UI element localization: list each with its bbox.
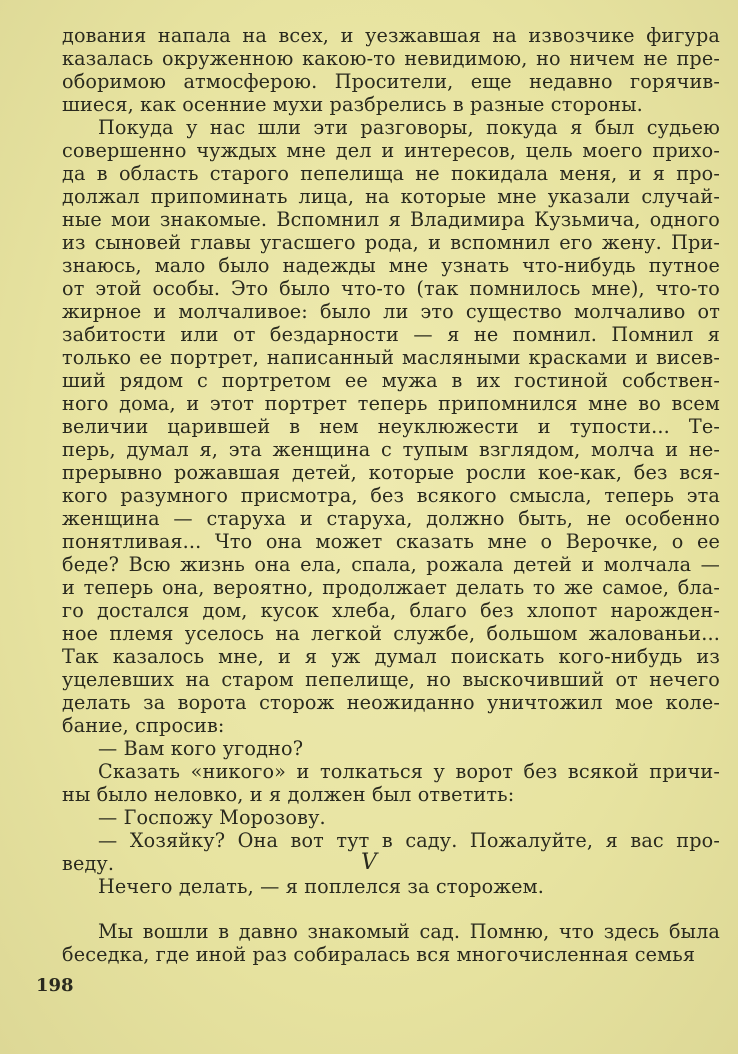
text-line: из сыновей главы угасшего рода, и вспомнил его жену. При- <box>62 231 720 254</box>
text-line: знаюсь, мало было надежды мне узнать что-нибудь путное <box>62 254 720 277</box>
text-line: шиеся, как осенние мухи разбрелись в разные стороны. <box>62 93 643 116</box>
text-line: дования напала на всех, и уезжавшая на извозчике фигура <box>62 24 720 47</box>
text-line: веду. <box>62 852 115 875</box>
text-line: жирное и молчаливое: было ли это существо молчаливо от <box>62 300 720 323</box>
text-line: перь, думал я, эта женщина с тупым взглядом, молча и не- <box>62 438 720 461</box>
text-line: кого разумного присмотра, без всякого смысла, теперь эта <box>62 484 720 507</box>
page-text-bottom <box>62 920 720 966</box>
text-line: беседка, где иной раз собиралась вся многочисленная семья <box>62 943 696 966</box>
text-line: ные мои знакомые. Вспомнил я Владимира Кузьмича, одного <box>62 208 720 231</box>
text-line: Так казалось мне, и я уж думал поискать кого-нибудь из <box>62 645 720 668</box>
text-line: и теперь она, вероятно, продолжает делать то же самое, бла- <box>62 576 720 599</box>
text-line: — Госпожу Морозову. <box>98 806 326 829</box>
text-line: от этой особы. Это было что-то (так помнилось мне), что-то <box>62 277 720 300</box>
text-line: — Хозяйку? Она вот тут в саду. Пожалуйте, я вас про- <box>98 829 720 852</box>
text-line: Сказать «никого» и толкаться у ворот без всякой причи- <box>98 760 720 783</box>
text-line: должал припоминать лица, на которые мне указали случай- <box>62 185 720 208</box>
text-line: Мы вошли в давно знакомый сад. Помню, что здесь была <box>98 920 720 943</box>
text-line: ший рядом с портретом ее мужа в их гостиной собствен- <box>62 369 720 392</box>
text-line: делать за ворота сторож неожиданно уничтожил мое коле- <box>62 691 720 714</box>
text-line: бание, спросив: <box>62 714 225 737</box>
text-line: Покуда у нас шли эти разговоры, покуда я был судьею <box>98 116 720 139</box>
text-line: только ее портрет, написанный масляными красками и висев- <box>62 346 720 369</box>
text-line: совершенно чуждых мне дел и интересов, цель моего прихо- <box>62 139 720 162</box>
text-line: го достался дом, кусок хлеба, благо без хлопот нарожден- <box>62 599 720 622</box>
text-line: уцелевших на старом пепелище, но выскочивший от нечего <box>62 668 720 691</box>
text-line: — Вам кого угодно? <box>98 737 304 760</box>
text-line: прерывно рожавшая детей, которые росли кое-как, без вся- <box>62 461 720 484</box>
page-text-top <box>62 24 720 898</box>
text-line: казалась окруженною какою-то невидимою, но ничем не пре- <box>62 47 720 70</box>
text-line: ны было неловко, и я должен был ответить: <box>62 783 515 806</box>
text-line: ное племя уселось на легкой службе, большом жалованьи... <box>62 622 720 645</box>
text-line: понятливая... Что она может сказать мне о Верочке, о ее <box>62 530 720 553</box>
text-line: да в область старого пепелища не покидала меня, и я про- <box>62 162 720 185</box>
text-line: забитости или от бездарности — я не помнил. Помнил я <box>62 323 720 346</box>
text-line: Нечего делать, — я поплелся за сторожем. <box>98 875 544 898</box>
page-number: 198 <box>36 975 74 996</box>
text-line: ного дома, и этот портрет теперь припомнился мне во всем <box>62 392 720 415</box>
text-line: женщина — старуха и старуха, должно быть, не особенно <box>62 507 720 530</box>
text-line: беде? Всю жизнь она ела, спала, рожала детей и молчала — <box>62 553 720 576</box>
text-line: величии царившей в нем неуклюжести и тупости... Те- <box>62 415 720 438</box>
chapter-heading: V <box>361 850 377 875</box>
text-line: оборимою атмосферою. Просители, еще недавно горячив- <box>62 70 720 93</box>
